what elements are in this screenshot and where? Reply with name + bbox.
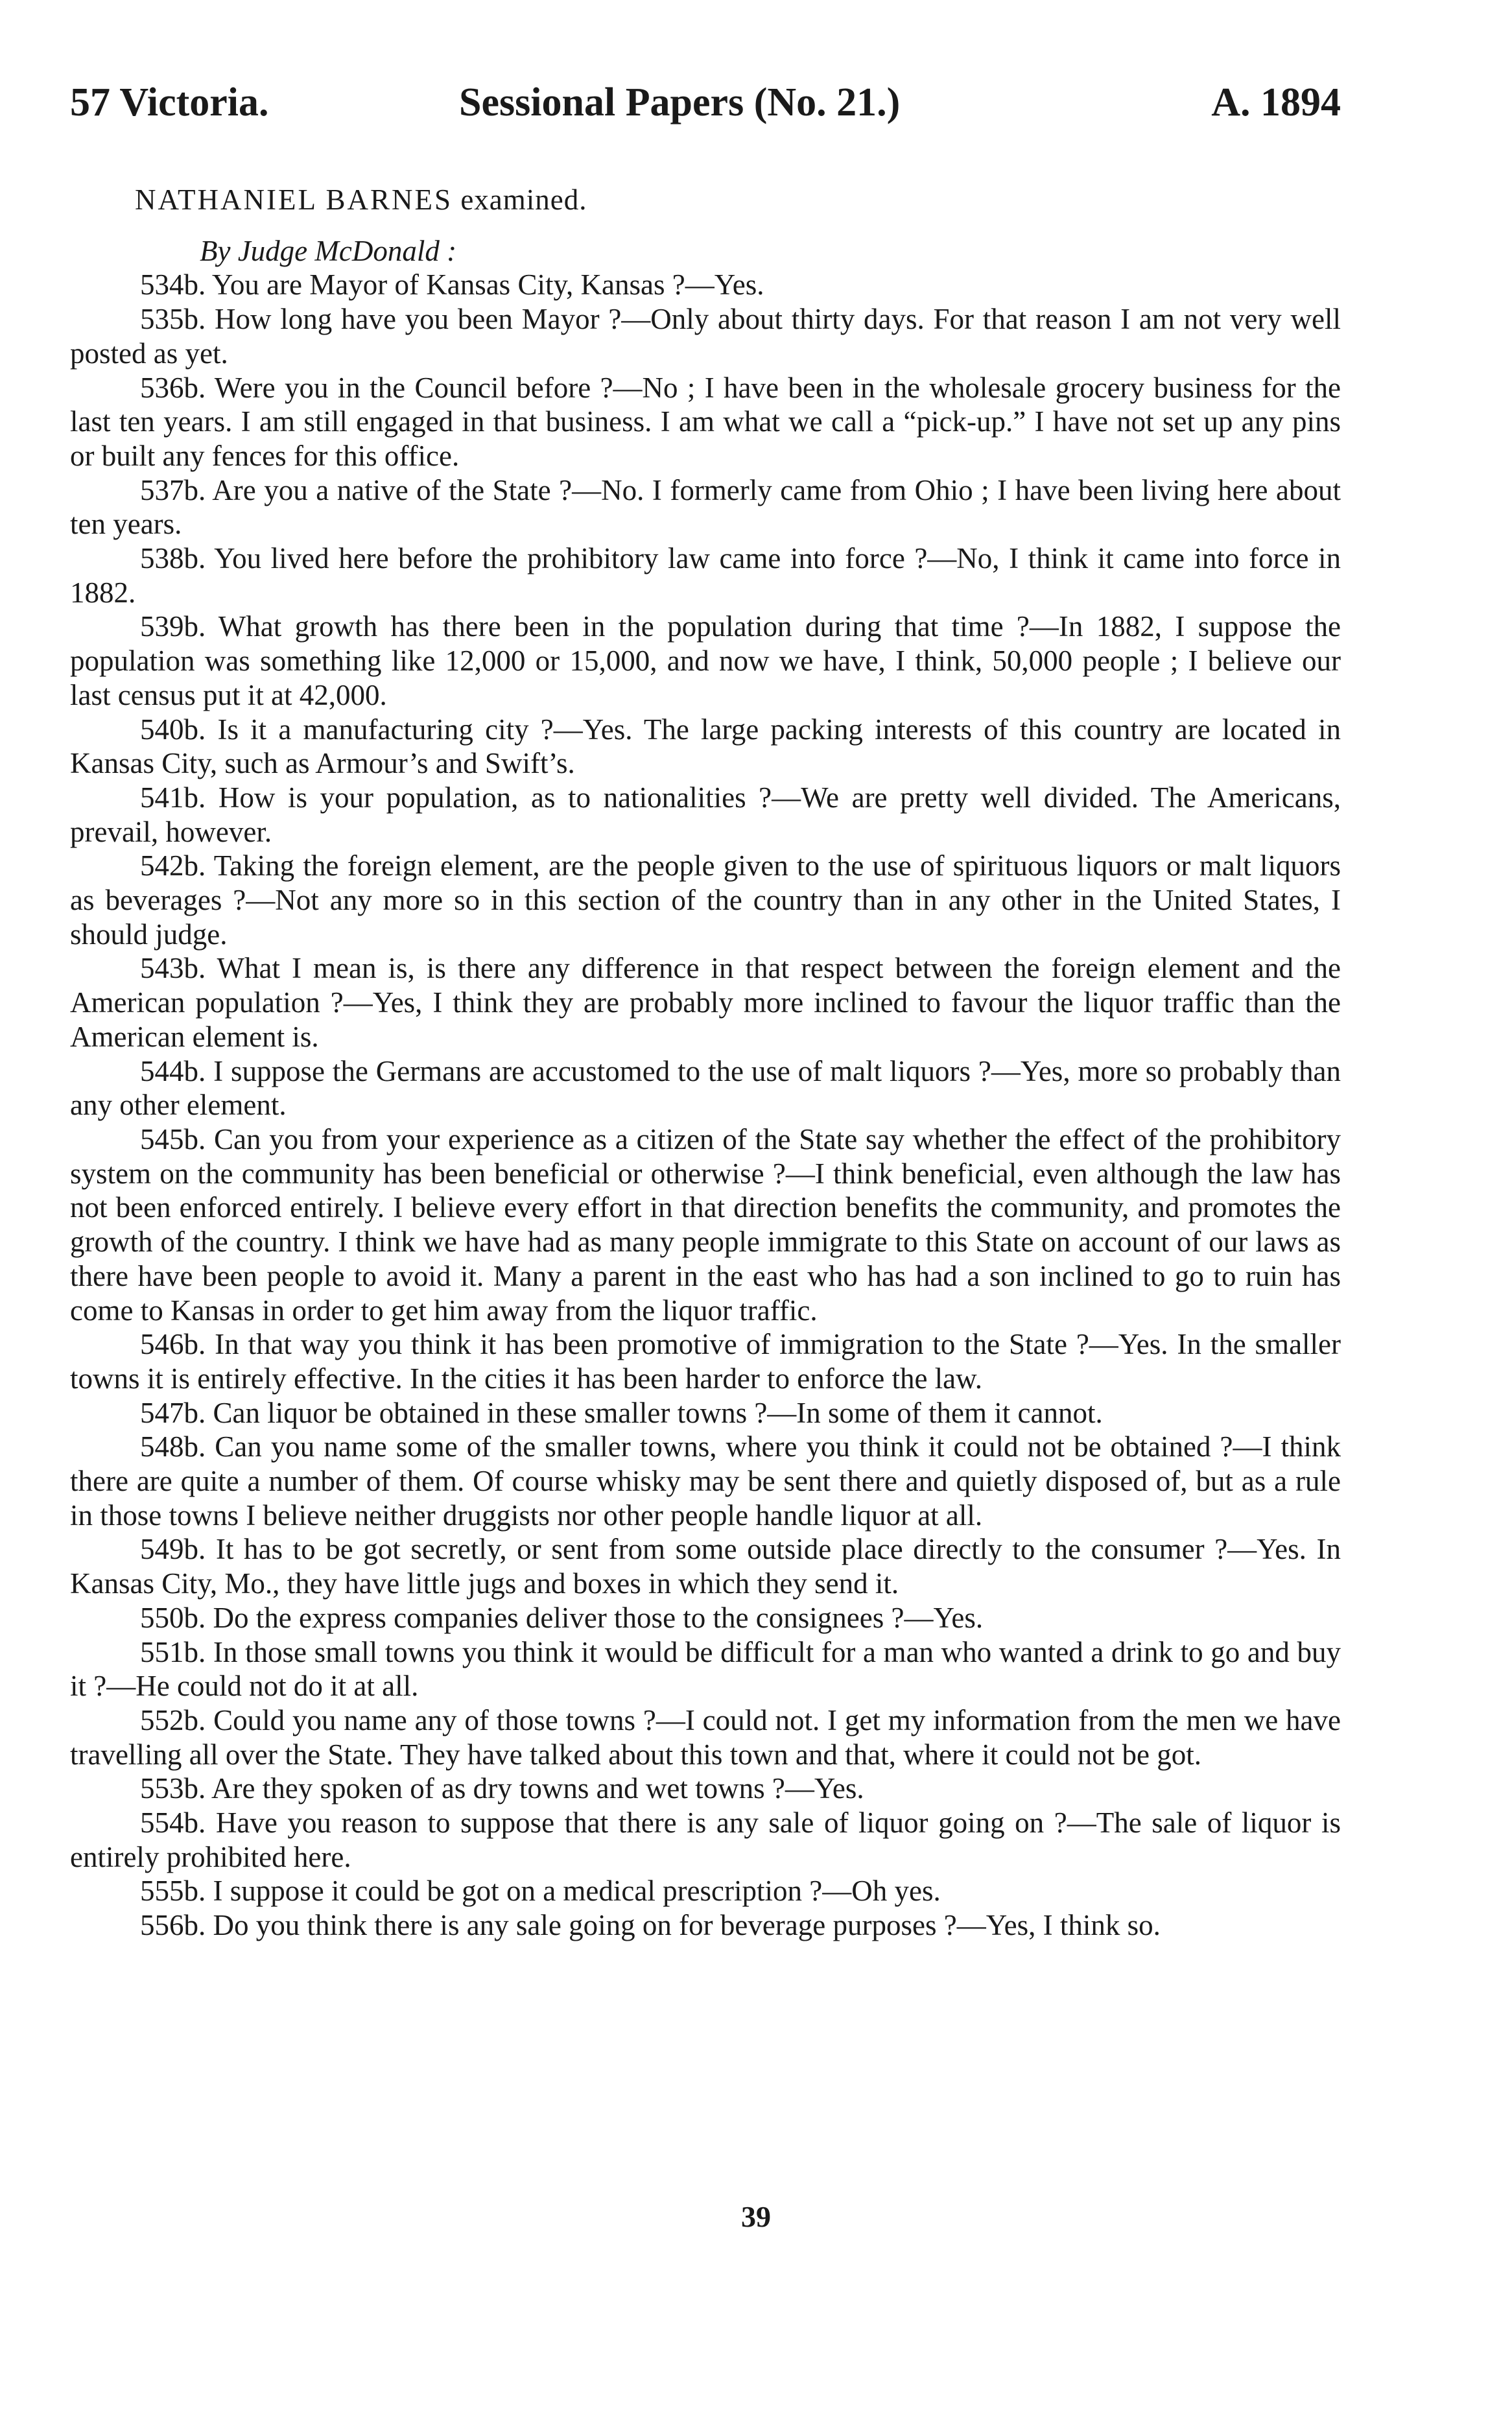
question-answer-text: It has to be got secretly, or sent from some outside place directly to the consumer ?—Yes. In Kansas City, Mo., they have little jugs and boxes in which they send it.	[70, 1533, 1341, 1600]
question-answer-text: Are you a native of the State ?—No. I formerly came from Ohio ; I have been living here about ten years.	[70, 473, 1341, 541]
testimony-entry	[70, 1703, 1341, 1771]
testimony-entry	[70, 951, 1341, 1054]
question-answer-text: Have you reason to suppose that there is any sale of liquor going on ?—The sale of liquor is entirely prohibited here.	[70, 1806, 1341, 1873]
question-answer-text: How long have you been Mayor ?—Only about thirty days. For that reason I am not very well posted as yet.	[70, 303, 1341, 370]
testimony-entry	[70, 1908, 1341, 1943]
examination-heading	[70, 183, 1341, 217]
question-answer-text: Do you think there is any sale going on for beverage purposes ?—Yes, I think so.	[213, 1909, 1161, 1942]
witness-name: NATHANIEL BARNES	[135, 184, 453, 216]
question-number: 548b.	[140, 1430, 206, 1463]
testimony-entry	[70, 1430, 1341, 1532]
header-series: Sessional Papers (No. 21.)	[459, 80, 901, 124]
testimony-entry	[70, 1054, 1341, 1122]
question-number: 538b.	[140, 542, 206, 575]
question-answer-text: Were you in the Council before ?—No ; I have been in the wholesale grocery business for the last ten years. I am still engaged in that business. I am what we call a “pick-up.” I have not set up any pins or built any fences for this office.	[70, 371, 1341, 472]
testimony-entry	[70, 1532, 1341, 1600]
question-answer-text: Taking the foreign element, are the people given to the use of spirituous liquors or malt liquors as beverages ?—Not any more so in this section of the country than in any other in the United States, I should judge.	[70, 849, 1341, 951]
testimony-entry	[70, 1635, 1341, 1703]
question-number: 539b.	[140, 610, 206, 643]
question-number: 542b.	[140, 849, 206, 882]
header-year: A. 1894	[1211, 80, 1341, 124]
testimony-entry	[70, 713, 1341, 781]
question-number: 535b.	[140, 303, 206, 336]
testimony-entry	[70, 268, 1341, 302]
question-answer-text: How is your population, as to nationalities ?—We are pretty well divided. The Americans, prevail, however.	[70, 781, 1341, 848]
question-number: 540b.	[140, 713, 206, 746]
testimony-entry	[70, 1122, 1341, 1327]
question-number: 546b.	[140, 1328, 206, 1361]
testimony-entry	[70, 302, 1341, 370]
testimony-entry	[70, 610, 1341, 712]
question-answer-text: In those small towns you think it would be difficult for a man who wanted a drink to go and buy it ?—He could not do it at all.	[70, 1635, 1341, 1703]
question-number: 553b.	[140, 1772, 206, 1805]
question-number: 547b.	[140, 1396, 206, 1429]
question-answer-text: What I mean is, is there any difference in that respect between the foreign element and the American population ?—Yes, I think they are probably more inclined to favour the liquor traffic than the American element is.	[70, 952, 1341, 1053]
testimony-entry	[70, 371, 1341, 473]
testimony-entries	[70, 268, 1341, 1942]
testimony-entry	[70, 1396, 1341, 1430]
examination-suffix: examined.	[460, 184, 587, 216]
question-answer-text: I suppose it could be got on a medical prescription ?—Oh yes.	[213, 1875, 941, 1908]
body-text	[70, 183, 1341, 1943]
testimony-entry	[70, 1771, 1341, 1806]
question-answer-text: Can you name some of the smaller towns, where you think it could not be obtained ?—I think there are quite a number of them. Of course whisky may be sent there and quietly disposed of, but as a rule in those towns I believe neither druggists nor other people handle liquor at all.	[70, 1430, 1341, 1532]
testimony-entry	[70, 1601, 1341, 1635]
question-number: 555b.	[140, 1875, 206, 1908]
question-number: 541b.	[140, 781, 206, 814]
question-number: 552b.	[140, 1703, 206, 1736]
question-answer-text: In that way you think it has been promotive of immigration to the State ?—Yes. In the smaller towns it is entirely effective. In the cities it has been harder to enforce the law.	[70, 1328, 1341, 1395]
question-number: 556b.	[140, 1909, 206, 1942]
question-answer-text: Can liquor be obtained in these smaller towns ?—In some of them it cannot.	[213, 1396, 1103, 1429]
question-number: 534b.	[140, 268, 206, 302]
testimony-entry	[70, 1874, 1341, 1908]
header-volume: 57 Victoria.	[70, 80, 269, 124]
question-number: 554b.	[140, 1806, 206, 1840]
question-answer-text: You are Mayor of Kansas City, Kansas ?—Yes.	[211, 268, 764, 302]
question-number: 550b.	[140, 1601, 206, 1634]
question-number: 544b.	[140, 1054, 206, 1087]
question-number: 549b.	[140, 1533, 206, 1566]
question-number: 537b.	[140, 473, 206, 506]
testimony-entry	[70, 1806, 1341, 1874]
question-answer-text: Could you name any of those towns ?—I could not. I get my information from the men we have travelling all over the State. They have talked about this town and that, where it could not be got.	[70, 1703, 1341, 1771]
question-number: 551b.	[140, 1635, 206, 1668]
question-answer-text: Can you from your experience as a citizen of the State say whether the effect of the prohibitory system on the community has been beneficial or otherwise ?—I think beneficial, even although the law has not been enforced entirely. I believe every effort in that direction benefits the community, and promotes the growth of the country. I think we have had as many people immigrate to this State on account of our laws as there have been people to avoid it. Many a parent in the east who has had a son inclined to go to ruin has come to Kansas in order to get him away from the liquor traffic.	[70, 1122, 1341, 1327]
testimony-entry	[70, 849, 1341, 951]
examiner-line: By Judge McDonald :	[200, 234, 457, 267]
page-header	[70, 77, 1341, 135]
question-answer-text: Do the express companies deliver those to the consignees ?—Yes.	[213, 1601, 984, 1634]
page-number: 39	[741, 2200, 771, 2233]
testimony-entry	[70, 473, 1341, 541]
question-answer-text: Is it a manufacturing city ?—Yes. The large packing interests of this country are located in Kansas City, such as Armour’s and Swift’s.	[70, 713, 1341, 780]
question-answer-text: Are they spoken of as dry towns and wet towns ?—Yes.	[211, 1772, 864, 1805]
testimony-entry	[70, 1327, 1341, 1395]
question-answer-text: You lived here before the prohibitory law came into force ?—No, I think it came into force in 1882.	[70, 542, 1341, 609]
question-number: 536b.	[140, 371, 206, 404]
testimony-entry	[70, 781, 1341, 849]
question-answer-text: What growth has there been in the population during that time ?—In 1882, I suppose the population was something like 12,000 or 15,000, and now we have, I think, 50,000 people ; I believe our last census put it at 42,000.	[70, 610, 1341, 711]
question-number: 543b.	[140, 952, 206, 985]
question-number: 545b.	[140, 1122, 206, 1155]
testimony-entry	[70, 541, 1341, 610]
question-answer-text: I suppose the Germans are accustomed to the use of malt liquors ?—Yes, more so probably than any other element.	[70, 1054, 1341, 1122]
